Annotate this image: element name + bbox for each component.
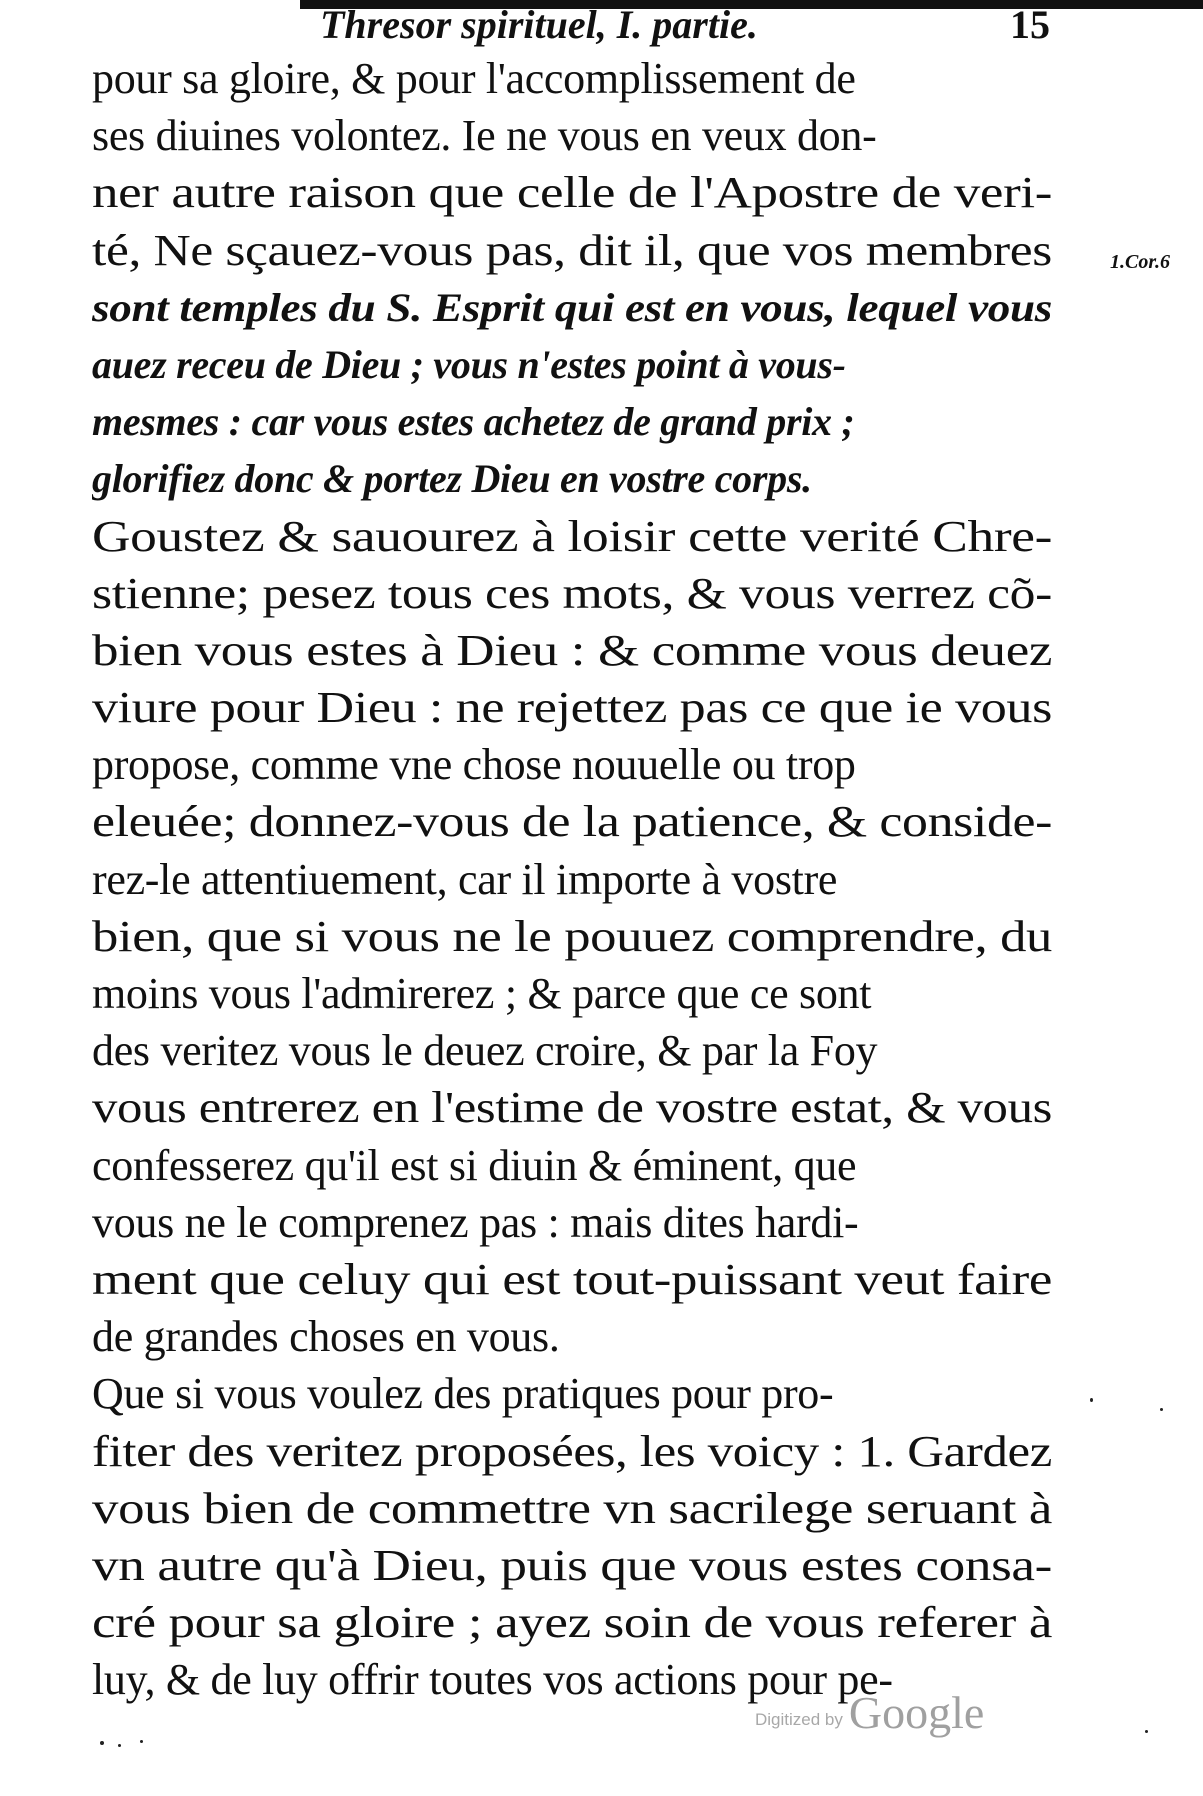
text-line: pour sa gloire, & pour l'accomplissement de <box>92 54 856 103</box>
scan-speck <box>118 1744 121 1747</box>
text-line: rez-le attentiuement, car il importe à vostre <box>92 854 838 904</box>
text-line: de grandes choses en vous. <box>92 1312 560 1362</box>
text-line: ner autre raison que celle de l'Apostre de veri- <box>92 168 1052 218</box>
scan-speck <box>1145 1730 1148 1733</box>
text-line: eleuée; donnez-vous de la patience, & conside- <box>92 797 1052 847</box>
text-line: stienne; pesez tous ces mots, & vous verrez cõ- <box>92 568 1052 618</box>
text-line: des veritez vous le deuez croire, & par la Foy <box>92 1026 878 1076</box>
google-logo: Google <box>848 1687 985 1738</box>
digitized-label: Digitized by <box>755 1710 843 1729</box>
text-line: Goustez & sauourez à loisir cette verité Chre- <box>92 511 1052 561</box>
text-line: propose, comme vne chose nouuelle ou trop <box>92 740 856 790</box>
text-line: té, Ne sçauez-vous pas, dit il, que vos membres <box>92 225 1052 275</box>
scan-speck <box>1090 1398 1093 1402</box>
text-line: auez receu de Dieu ; vous n'estes point à vous- <box>92 341 846 387</box>
text-line: bien vous estes à Dieu : & comme vous deuez <box>92 625 1052 675</box>
text-line: fiter des veritez proposées, les voicy : 1. Gardez <box>92 1426 1052 1476</box>
text-line: glorifiez donc & portez Dieu en vostre corps. <box>92 456 812 502</box>
body-text <box>92 50 1082 1708</box>
text-line: sont temples du S. Esprit qui est en vous, lequel vous <box>92 284 1052 330</box>
margin-note: 1.Cor.6 <box>1110 251 1171 273</box>
text-line: mesmes : car vous estes achetez de grand prix ; <box>92 399 855 445</box>
text-line: cré pour sa gloire ; ayez soin de vous referer à <box>92 1598 1052 1648</box>
text-line: vn autre qu'à Dieu, puis que vous estes consa- <box>92 1540 1052 1590</box>
scan-speck <box>140 1740 143 1743</box>
text-line: confesserez qu'il est si diuin & éminent, que <box>92 1140 857 1190</box>
page-number: 15 <box>1010 2 1050 47</box>
running-head <box>320 2 1050 48</box>
text-line: vous ne le comprenez pas : mais dites hardi- <box>92 1197 859 1247</box>
running-title: Thresor spirituel, I. partie. <box>320 2 758 47</box>
scan-speck <box>1160 1408 1163 1411</box>
text-line: Que si vous voulez des pratiques pour pro- <box>92 1369 834 1419</box>
text-line: luy, & de luy offrir toutes vos actions pour pe- <box>92 1655 893 1705</box>
text-line: vous entrerez en l'estime de vostre estat, & vous <box>92 1083 1052 1133</box>
text-line: moins vous l'admirerez ; & parce que ce sont <box>92 969 872 1018</box>
text-line: vous bien de commettre vn sacrilege seruant à <box>92 1483 1052 1533</box>
text-line: viure pour Dieu : ne rejettez pas ce que ie vous <box>92 683 1052 733</box>
text-line: ment que celuy qui est tout-puissant veut faire <box>92 1254 1052 1304</box>
text-line: ses diuines volontez. Ie ne vous en veux don- <box>92 111 877 161</box>
digitized-by-watermark <box>755 1688 984 1738</box>
scan-speck <box>100 1741 104 1745</box>
text-line: bien, que si vous ne le pouuez comprendre, du <box>92 911 1052 961</box>
